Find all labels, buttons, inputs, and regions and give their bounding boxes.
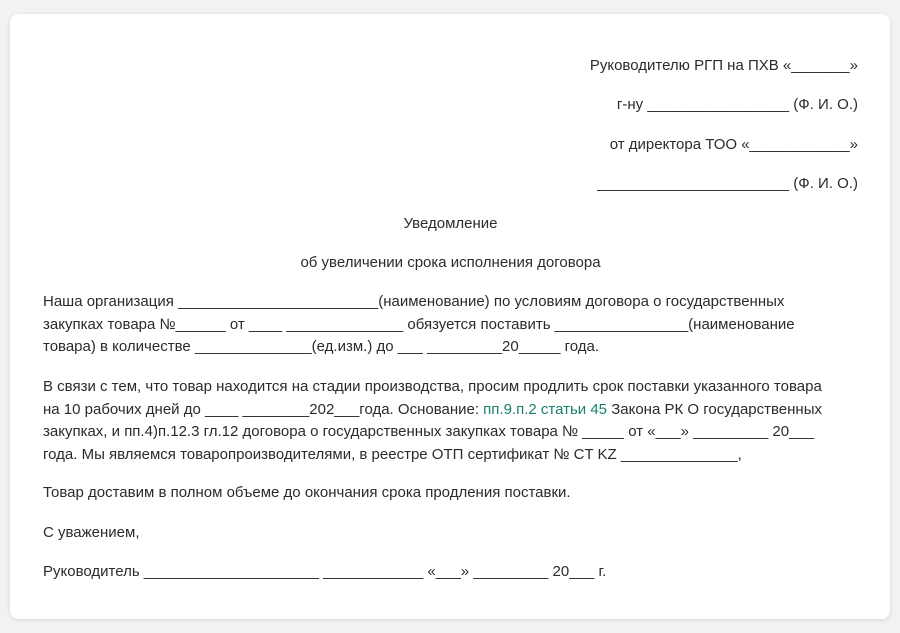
recipient-name-line: г-ну _________________ (Ф. И. О.)	[616, 96, 858, 113]
document-title: Уведомление	[403, 215, 498, 232]
document-subtitle: об увеличении срока исполнения договора	[300, 254, 601, 271]
sender-line: от директора ТОО «____________»	[609, 136, 858, 153]
paragraph-text: на 10 рабочих дней до ____ ________202___года. Основание:	[43, 400, 484, 418]
paragraph-text: Закона РК О государственных	[607, 400, 822, 418]
paragraph-line: Наша организация ________________________(наименование) по условиям договора о государственных	[43, 293, 785, 310]
paragraph-line: товара) в количестве ______________(ед.изм.) до ___ _________20_____ года.	[43, 338, 600, 355]
paragraph-line: Товар доставим в полном объеме до окончания срока продления поставки.	[43, 484, 571, 501]
paragraph-request	[43, 376, 858, 466]
recipient-line: Руководителю РГП на ПХВ «_______»	[589, 57, 858, 74]
paragraph-delivery	[43, 482, 858, 505]
paragraph-line: закупках, и пп.4)п.12.3 гл.12 договора о государственных закупках товара № _____ от «___» _________ 20___	[43, 423, 815, 440]
closing-phrase	[43, 522, 858, 545]
document-card	[10, 14, 890, 619]
law-article-link[interactable]: пп.9.п.2 статьи 45	[483, 400, 608, 418]
paragraph-line: В связи с тем, что товар находится на стадии производства, просим продлить срок поставки указанного товара	[43, 378, 822, 395]
signature-line: Руководитель _____________________ ____________ «___» _________ 20___ г.	[43, 563, 607, 580]
paragraph-organization	[43, 291, 858, 359]
paragraph-line: года. Мы являемся товаропроизводителями, в реестре ОТП сертификат № CT KZ ______________,	[43, 445, 742, 463]
signature-block	[43, 561, 858, 584]
closing-text: С уважением,	[43, 524, 140, 541]
sender-name-line: _______________________ (Ф. И. О.)	[597, 175, 858, 192]
paragraph-line	[43, 399, 858, 422]
paragraph-line: закупках товара №______ от ____ ______________ обязуется поставить ________________(наименование	[43, 315, 795, 333]
